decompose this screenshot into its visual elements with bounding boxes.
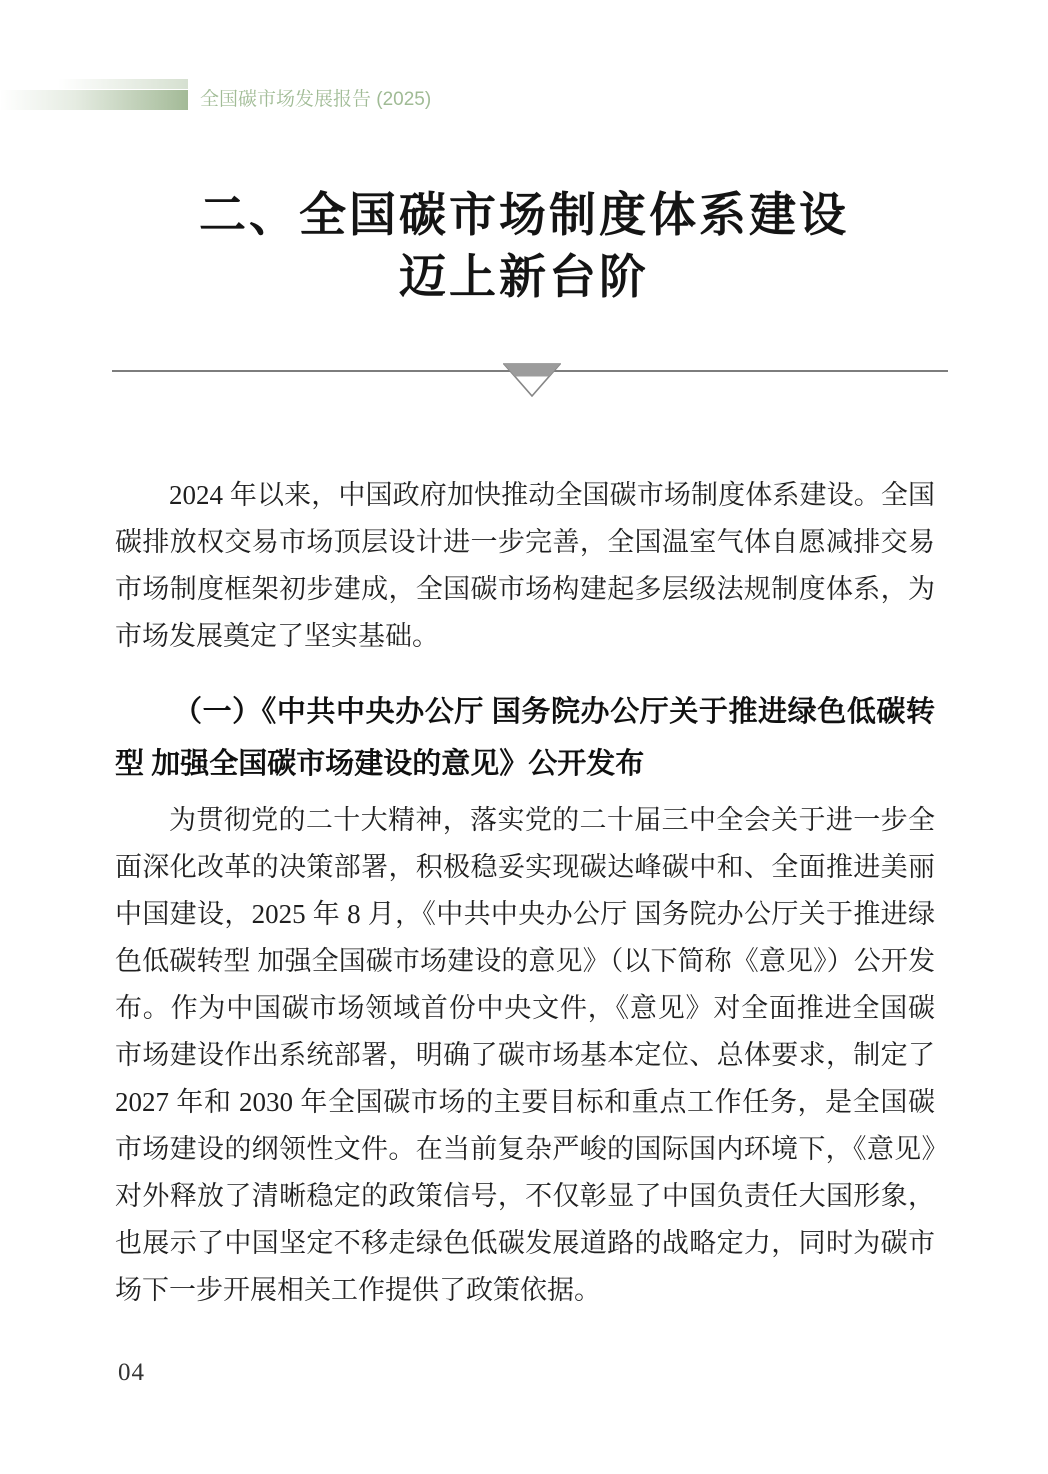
chapter-title-line2: 迈上新台阶 — [399, 252, 649, 304]
triangle-down-icon — [503, 363, 561, 397]
header-accent-bar — [0, 90, 188, 110]
header-accent-bar-secondary — [58, 79, 188, 89]
chapter-title-line1: 二、全国碳市场制度体系建设 — [199, 190, 849, 242]
page-number: 04 — [118, 1359, 145, 1386]
running-header-title: 全国碳市场发展报告 (2025) — [200, 89, 432, 110]
section-heading: （一）《中共中央办公厅 国务院办公厅关于推进绿色低碳转型 加强全国碳市场建设的意见》公开发布 — [115, 696, 935, 780]
paragraph-section-body: 为贯彻党的二十大精神，落实党的二十届三中全会关于进一步全面深化改革的决策部署，积极稳妥实现碳达峰碳中和、全面推进美丽中国建设，2025 年 8 月，《中共中央办公厅 国务院办公厅关于推进绿色低碳转型 加强全国碳市场建设的意见》（以下简称《意见》）公开发布。作为中国碳市场领域首份中央文件，《意见》对全面推进全国碳市场建设作出系统部署，明确了碳市场基本定位、总体要求，制定了 2027 年和 2030 年全国碳市场的主要目标和重点工作任务，是全国碳市场建设的纲领性文件。在当前复杂严峻的国际国内环境下，《意见》对外释放了清晰稳定的政策信号，不仅彰显了中国负责任大国形象，也展示了中国坚定不移走绿色低碳发展道路的战略定力，同时为碳市场下一步开展相关工作提供了政策依据。 — [115, 805, 935, 1305]
chapter-title — [0, 185, 1048, 309]
paragraph-intro: 2024 年以来，中国政府加快推动全国碳市场制度体系建设。全国碳排放权交易市场顶层设计进一步完善，全国温室气体自愿减排交易市场制度框架初步建成，全国碳市场构建起多层级法规制度体系，为市场发展奠定了坚实基础。 — [115, 480, 935, 651]
